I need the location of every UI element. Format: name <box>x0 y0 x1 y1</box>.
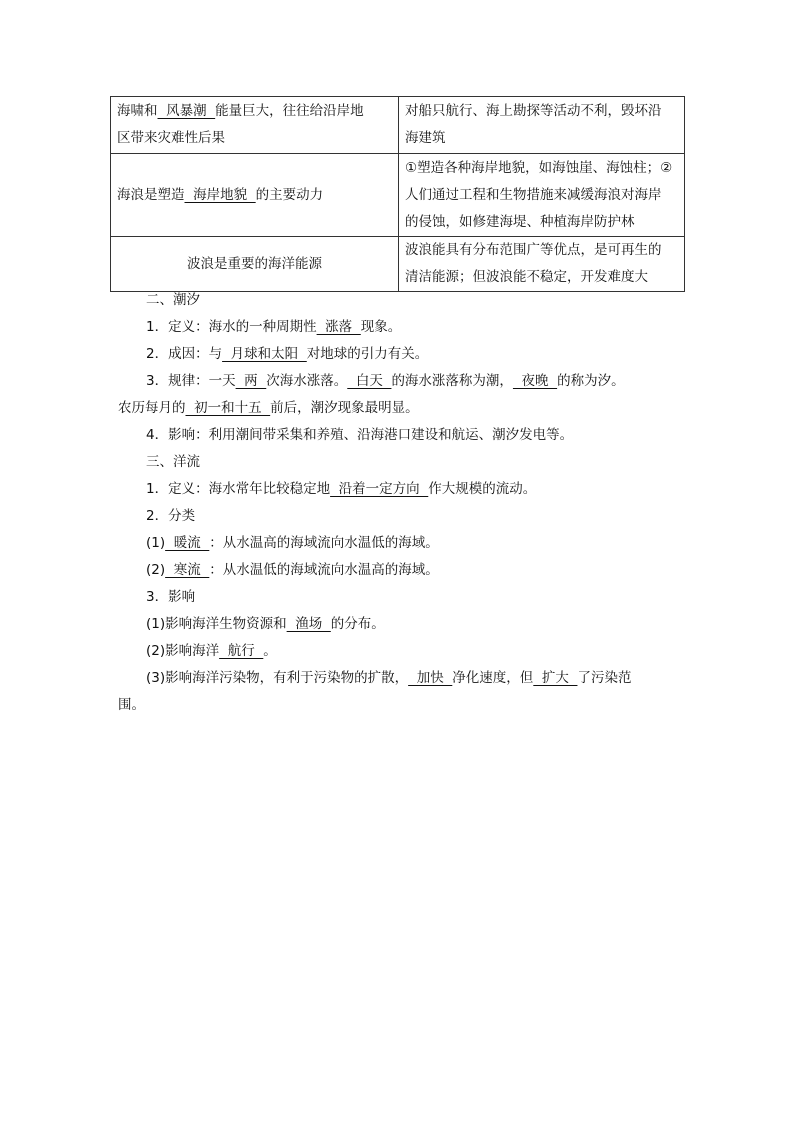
section-heading-currents: 三、洋流 <box>146 454 200 470</box>
cell-text: ①塑造各种海岸地貌，如海蚀崖、海蚀柱；② <box>405 159 673 176</box>
fill-blank: 海岸地貌 <box>184 186 256 203</box>
cell-text: 对船只航行、海上勘探等活动不利，毁坏沿 <box>405 103 662 119</box>
impact-navigation <box>118 638 688 665</box>
section-heading-tides: 二、潮汐 <box>146 292 200 308</box>
text: 农历每月的 <box>118 400 186 416</box>
fill-blank: 寒流 <box>165 562 210 578</box>
text: 净化速度，但 <box>452 670 534 686</box>
impact-pollution-continued: 围。 <box>118 697 145 713</box>
table-cell <box>399 154 685 237</box>
fill-blank: 风暴潮 <box>157 103 216 119</box>
text: (2)影响海洋 <box>146 643 220 659</box>
fill-blank: 涨落 <box>316 319 361 335</box>
cell-text: 的侵蚀，如修建海堤、种植海岸防护林 <box>405 213 635 230</box>
fill-blank: 扩大 <box>533 670 578 686</box>
cell-text: 清洁能源；但波浪能不稳定，开发难度大 <box>405 269 648 285</box>
text: 现象。 <box>360 319 402 335</box>
text: (1)影响海洋生物资源和 <box>146 616 287 632</box>
text: 了污染范 <box>577 670 632 686</box>
tide-definition <box>118 314 688 341</box>
warm-current <box>118 530 688 557</box>
text: 的海水涨落称为潮， <box>391 373 513 389</box>
current-impact-heading: 3．影响 <box>146 589 196 605</box>
cold-current <box>118 557 688 584</box>
notes-body <box>118 287 688 719</box>
cell-text: 海啸和 <box>117 103 158 119</box>
fill-blank: 月球和太阳 <box>222 346 307 362</box>
table-cell <box>399 97 685 154</box>
text: 。 <box>263 643 277 659</box>
cell-text: 波浪是重要的海洋能源 <box>187 255 322 272</box>
cell-text: 海浪是塑造 <box>117 186 185 203</box>
text: 次海水涨落。 <box>266 373 348 389</box>
text: (2) <box>146 562 166 578</box>
text: 的称为汐。 <box>557 373 625 389</box>
text: (3)影响海洋污染物，有利于污染物的扩散， <box>146 670 409 686</box>
current-definition <box>118 476 688 503</box>
impact-pollution <box>118 665 688 692</box>
cell-text: 人们通过工程和生物措施来减缓海浪对海岸 <box>405 186 662 203</box>
table-row <box>111 154 685 237</box>
cell-text: 区带来灾难性后果 <box>117 130 225 146</box>
text: 的分布。 <box>330 616 385 632</box>
impact-fishery <box>118 611 688 638</box>
fill-blank: 夜晚 <box>512 373 558 389</box>
fill-blank: 初一和十五 <box>185 400 271 416</box>
cell-text: 能量巨大，往往给沿岸地 <box>215 103 364 119</box>
text: 1．定义：海水的一种周期性 <box>146 319 317 335</box>
table-cell <box>111 154 399 237</box>
table-cell <box>399 237 685 292</box>
fill-blank: 暖流 <box>165 535 210 551</box>
current-classification-heading: 2．分类 <box>146 508 196 524</box>
fill-blank: 加快 <box>408 670 453 686</box>
text: 2．成因：与 <box>146 346 223 362</box>
text: 对地球的引力有关。 <box>306 346 429 362</box>
text: (1) <box>146 535 166 551</box>
text: ：从水温低的海域流向水温高的海域。 <box>209 562 439 578</box>
tide-law-continued <box>118 395 688 422</box>
fill-blank: 渔场 <box>286 616 331 632</box>
tide-law <box>118 368 688 395</box>
fill-blank: 航行 <box>219 643 264 659</box>
cell-text: 海建筑 <box>405 130 446 146</box>
table-cell <box>111 97 399 154</box>
fill-blank: 沿着一定方向 <box>330 481 429 497</box>
tide-cause <box>118 341 688 368</box>
text: 1．定义：海水常年比较稳定地 <box>146 481 331 497</box>
cell-text: 波浪能具有分布范围广等优点，是可再生的 <box>405 242 662 258</box>
fill-blank: 白天 <box>347 373 392 389</box>
tide-impact: 4．影响：利用潮间带采集和养殖、沿海港口建设和航运、潮汐发电等。 <box>146 427 574 443</box>
text: ：从水温高的海域流向水温低的海域。 <box>209 535 439 551</box>
text: 3．规律：一天 <box>146 373 236 389</box>
text: 作大规模的流动。 <box>428 481 537 497</box>
table-row <box>111 97 685 154</box>
cell-text: 的主要动力 <box>255 186 324 203</box>
ocean-waves-table <box>110 96 685 292</box>
table-row <box>111 237 685 292</box>
fill-blank: 两 <box>235 373 267 389</box>
text: 前后，潮汐现象最明显。 <box>270 400 419 416</box>
table-cell <box>111 237 399 292</box>
